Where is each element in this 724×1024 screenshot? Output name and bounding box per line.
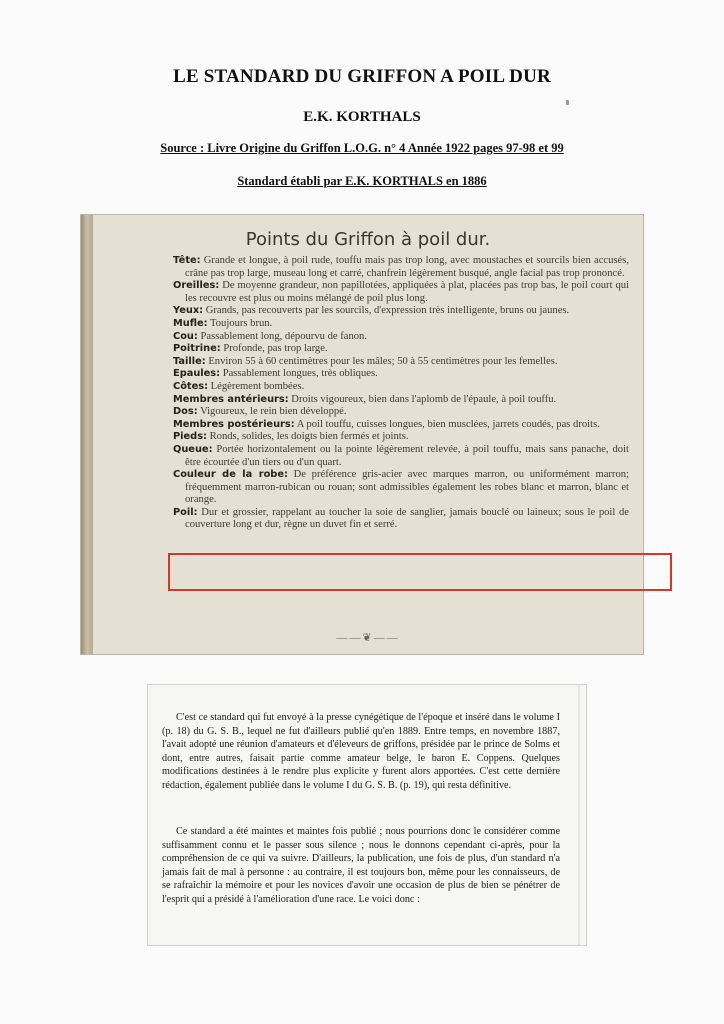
entry-term: Oreilles:: [173, 280, 220, 292]
scan-heading: Points du Griffon à poil dur.: [245, 229, 491, 250]
entry-term: Taille:: [173, 355, 206, 367]
entry-term: Côtes:: [173, 380, 208, 392]
standard-entry: [173, 419, 629, 432]
standard-entry: [173, 368, 629, 381]
page-edge: [578, 685, 580, 945]
scan-speck: [566, 100, 569, 105]
entry-term: Dos:: [173, 406, 198, 418]
entry-term: Epaules:: [173, 368, 221, 380]
standard-entry: [173, 381, 629, 394]
standard-entry: [173, 431, 629, 444]
standard-entry: [173, 406, 629, 419]
standard-entry: [173, 318, 629, 331]
standard-entry: [173, 356, 629, 369]
entry-text: Droits vigoureux, bien dans l'aplomb de l'épaule, à poil touffu.: [288, 393, 557, 405]
commentary-paragraph-2: Ce standard a été maintes et maintes fois publié ; nous pourrions donc le considérer comme suffisamment connu et le passer sous silence ; nous le donnons cependant ci-après, pour la compréhension de ce qui va suivre. D'ailleurs, la publication, une fois de plus, d'un standard n'a jamais fait de mal à personne : au contraire, il est toujours bon, même pour les connaisseurs, de se rafraîchir la mémoire et pour les novices d'avoir une occasion de plus de bien se pénétrer de l'esprit qui a présidé à l'amélioration d'une race. Le voici donc :: [162, 826, 560, 905]
entry-text: Profonde, pas trop large.: [220, 343, 328, 355]
commentary-paragraph-1: C'est ce standard qui fut envoyé à la presse cynégétique de l'époque et inséré dans le volume I (p. 18) du G. S. B., lequel ne fut d'ailleurs publié qu'en 1889. Entre temps, en novembre 1887, l'avait adopté une réunion d'amateurs et d'éleveurs de griffons, présidée par le prince de Solms et dont, entre autres, faisait partie comme amateur belge, le baron E. Coppens. Quelques modifications destinées à le rendre plus explicite y furent alors apportées. C'est cette dernière rédaction, également publiée dans le volume I du G. S. B. (p. 19), qui resta définitive.: [162, 712, 560, 791]
standard-entry: [173, 507, 629, 532]
standard-entry: [173, 343, 629, 356]
entry-term: Couleur de la robe:: [173, 469, 288, 481]
book-binding-edge: [81, 215, 93, 654]
standard-entry: [173, 444, 629, 469]
standard-points-list: [173, 255, 629, 532]
entry-text: Légèrement bombées.: [208, 380, 305, 392]
standard-entry: [173, 280, 629, 305]
scanned-commentary-page: [147, 684, 587, 946]
entry-text: A poil touffu, cuisses longues, bien musclées, jarrets coudés, pas droits.: [294, 418, 600, 430]
standard-entry: [173, 394, 629, 407]
standard-entry: [173, 305, 629, 318]
author-name: E.K. KORTHALS: [303, 109, 421, 125]
entry-text: Toujours brun.: [207, 317, 273, 329]
entry-term: Queue:: [173, 443, 213, 455]
entry-text: Dur et grossier, rappelant au toucher la soie de sanglier, jamais bouclé ou laineux; sous le poil de couverture long et dur, règne un duvet fin et serré.: [185, 506, 629, 531]
entry-text: Portée horizontalement ou la pointe légèrement relevée, à poil touffu, mais sans panache, doit être écourtée d'un tiers ou d'un quart.: [185, 443, 629, 468]
standard-origin-note: Standard établi par E.K. KORTHALS en 1886: [237, 174, 487, 188]
entry-text: Environ 55 à 60 centimètres pour les mâles; 50 à 55 centimètres pour les femelles.: [205, 355, 558, 367]
entry-text: Vigoureux, le rein bien développé.: [197, 406, 347, 418]
standard-entry: [173, 469, 629, 507]
entry-text: Passablement longues, très obliques.: [220, 368, 378, 380]
entry-text: De moyenne grandeur, non papillotées, appliquées à plat, placées pas trop bas, le poil court qui les recouvre est plus ou moins mélangé de poil plus long.: [185, 280, 629, 304]
standard-entry: [173, 331, 629, 344]
entry-term: Yeux:: [173, 305, 204, 317]
entry-text: De préférence gris-acier avec marques marron, ou uniformément marron; fréquemment marron-rubican ou rouan; sont admissibles également les robes blanc et marron, blanc et orange.: [185, 469, 629, 506]
entry-text: Passablement long, dépourvu de fanon.: [197, 330, 367, 342]
entry-term: Cou:: [173, 330, 198, 342]
entry-text: Grands, pas recouverts par les sourcils, d'expression très intelligente, bruns ou jaunes.: [203, 305, 570, 317]
entry-term: Membres postérieurs:: [173, 418, 295, 430]
entry-term: Pieds:: [173, 431, 207, 443]
scanned-standard-page: [80, 214, 644, 655]
entry-term: Mufle:: [173, 317, 208, 329]
source-reference: Source : Livre Origine du Griffon L.O.G. n° 4 Année 1922 pages 97-98 et 99: [160, 141, 564, 155]
standard-entry: [173, 255, 629, 280]
entry-term: Tête:: [173, 255, 201, 266]
entry-term: Poil:: [173, 506, 198, 518]
entry-text: Grande et longue, à poil rude, touffu mais pas trop long, avec moustaches et sourcils bien accusés, crâne pas trop large, museau long et carré, chanfrein légèrement busqué, angle facial pas trop prononcé.: [185, 255, 629, 279]
entry-text: Ronds, solides, les doigts bien fermés et joints.: [206, 431, 409, 443]
page-title: LE STANDARD DU GRIFFON A POIL DUR: [173, 66, 551, 87]
ornament-divider: ——❦——: [336, 632, 400, 644]
entry-term: Membres antérieurs:: [173, 393, 289, 405]
entry-term: Poitrine:: [173, 343, 221, 355]
